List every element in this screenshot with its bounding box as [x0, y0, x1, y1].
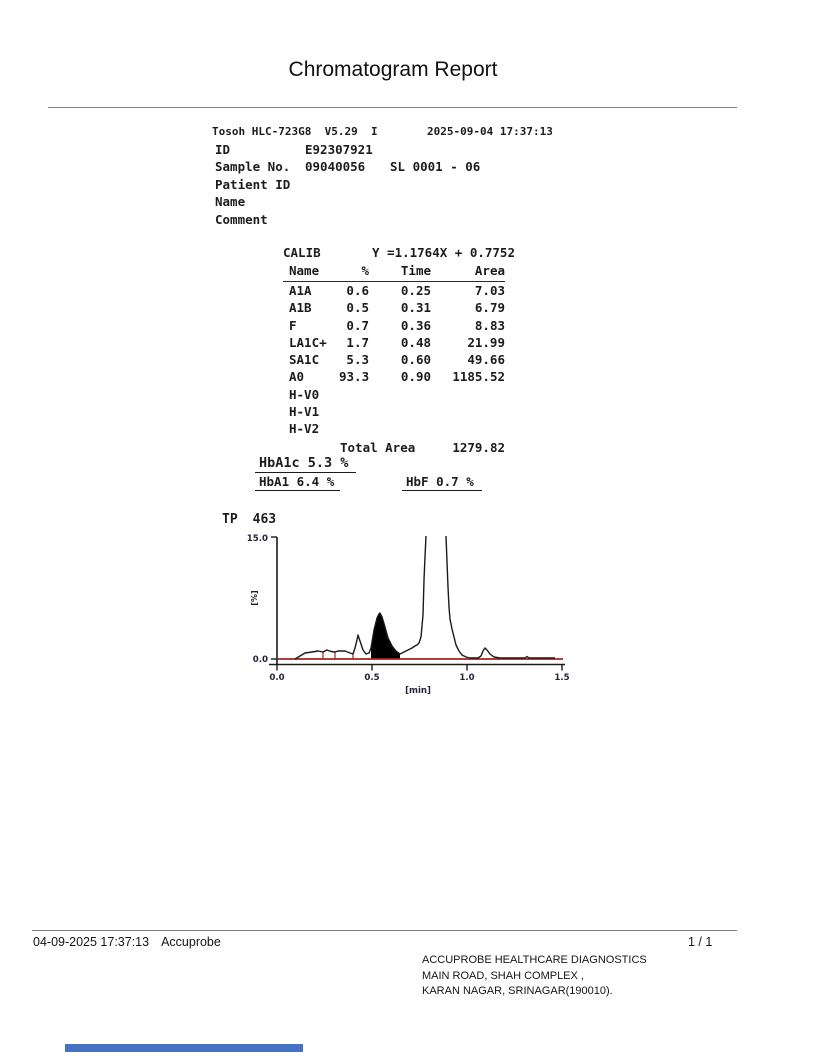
field-row-id: [215, 141, 480, 158]
x-tick-label: 0.0: [269, 673, 285, 683]
tp-label: TP: [222, 512, 238, 527]
cell-area: 21.99: [467, 334, 505, 350]
y-min-label: 0.0: [252, 655, 268, 665]
lab-address: [422, 953, 647, 1000]
field-row-name: [215, 193, 480, 210]
chromatogram-trace: [295, 536, 426, 659]
title-divider: [48, 107, 737, 108]
device-datetime: 2025-09-04 17:37:13: [427, 125, 553, 138]
cell-name: H-V2: [289, 421, 320, 437]
y-max-label: 15.0: [246, 534, 268, 544]
cell-pct: 0.5: [346, 300, 369, 316]
footer-divider: [32, 930, 737, 931]
field-row-sample-no: [215, 158, 480, 175]
table-row: [283, 282, 505, 299]
cell-name: A1B: [289, 300, 312, 316]
field-value: [305, 176, 390, 193]
address-line: ACCUPROBE HEALTHCARE DIAGNOSTICS: [422, 954, 647, 966]
table-row: [283, 403, 505, 420]
table-row: [283, 317, 505, 334]
cell-time: 0.36: [400, 317, 431, 333]
cell-time: [369, 420, 431, 437]
x-tick-label: 1.0: [459, 673, 475, 683]
total-area-value: 1279.82: [452, 440, 505, 455]
chromatogram-chart: [210, 512, 590, 702]
field-value: E92307921: [305, 142, 373, 157]
tp-value: 463: [252, 512, 277, 527]
hba1c-result: [255, 455, 356, 471]
hbf-value: HbF 0.7 %: [402, 474, 482, 491]
footer-operator: Accuprobe: [161, 935, 221, 949]
cell-time: [369, 386, 431, 403]
field-label: Name: [215, 194, 246, 210]
calib-equation: Y =1.1764X + 0.7752: [372, 245, 515, 260]
peak-table-header: [283, 262, 505, 282]
cell-pct: 5.3: [346, 352, 369, 368]
cell-name: A0: [289, 369, 305, 385]
cell-area: [431, 420, 505, 437]
cell-area: [431, 386, 505, 403]
cell-time: [369, 403, 431, 420]
cell-time: 0.90: [400, 369, 431, 385]
field-label: Sample No.: [215, 159, 291, 175]
cell-time: 0.31: [400, 300, 431, 316]
calibration-line: [283, 244, 515, 261]
address-line: MAIN ROAD, SHAH COMPLEX ,: [422, 969, 584, 982]
table-row: [283, 368, 505, 385]
cell-pct: [339, 386, 369, 403]
field-label: Comment: [215, 211, 268, 227]
cell-name: F: [289, 317, 297, 333]
cell-pct: 0.7: [346, 317, 369, 333]
field-row-patient-id: [215, 176, 480, 193]
hba1c-value: HbA1c 5.3 %: [255, 455, 356, 473]
x-axis-unit-label: [min]: [405, 686, 431, 696]
spacer: [283, 439, 340, 456]
table-row: [283, 351, 505, 368]
page-title: Chromatogram Report: [288, 58, 498, 81]
cell-pct: 0.6: [346, 283, 369, 298]
field-label: ID: [215, 142, 231, 157]
sample-fields: [215, 141, 480, 228]
x-tick-label: 0.5: [364, 673, 380, 683]
page-bottom-bar: [65, 1044, 303, 1052]
chromatogram-trace-descent: [446, 536, 555, 658]
x-tick-label: 1.5: [554, 673, 570, 683]
calib-label: CALIB: [283, 245, 321, 260]
cell-name: H-V1: [289, 404, 320, 420]
device-info: Tosoh HLC-723G8 V5.29 I: [212, 125, 378, 138]
cell-name: SA1C: [289, 352, 320, 368]
cell-time: 0.60: [400, 352, 431, 368]
field-label: Patient ID: [215, 176, 291, 192]
field-extra: SL 0001 - 06: [390, 159, 481, 175]
table-row: [283, 386, 505, 403]
field-value: [305, 193, 390, 210]
address-line: KARAN NAGAR, SRINAGAR(190010).: [422, 985, 613, 998]
cell-name: A1A: [289, 283, 312, 298]
cell-area: 1185.52: [452, 369, 505, 385]
page-number: 1 / 1: [688, 935, 713, 949]
cell-name: H-V0: [289, 386, 320, 402]
cell-area: 8.83: [474, 317, 505, 333]
col-header-name: Name: [289, 263, 320, 278]
cell-time: 0.48: [400, 334, 431, 350]
total-area-row: [283, 439, 505, 456]
cell-pct: 1.7: [346, 334, 369, 350]
cell-area: 49.66: [467, 352, 505, 368]
cell-area: 6.79: [474, 300, 505, 316]
filled-peak-sa1c: [371, 613, 400, 659]
col-header-area: Area: [474, 263, 505, 278]
table-row: [283, 420, 505, 437]
cell-name: LA1C+: [289, 334, 327, 350]
cell-area: 7.03: [474, 283, 505, 298]
field-row-comment: [215, 211, 480, 228]
field-value: [305, 211, 390, 228]
table-row: [283, 334, 505, 351]
y-axis-unit-label: [%]: [250, 590, 259, 606]
col-header-time: Time: [400, 263, 431, 278]
peak-table: [283, 262, 505, 438]
col-header-pct: %: [361, 263, 369, 278]
table-row: [283, 299, 505, 316]
cell-pct: [339, 403, 369, 420]
cell-time: 0.25: [400, 283, 431, 298]
field-value: 09040056: [305, 159, 366, 175]
cell-area: [431, 403, 505, 420]
cell-pct: 93.3: [339, 369, 370, 385]
hba1-value: HbA1 6.4 %: [255, 474, 340, 491]
footer-info: [33, 935, 221, 949]
footer-datetime: 04-09-2025 17:37:13: [33, 935, 150, 949]
total-area-label: Total Area: [340, 440, 416, 455]
cell-pct: [339, 420, 369, 437]
